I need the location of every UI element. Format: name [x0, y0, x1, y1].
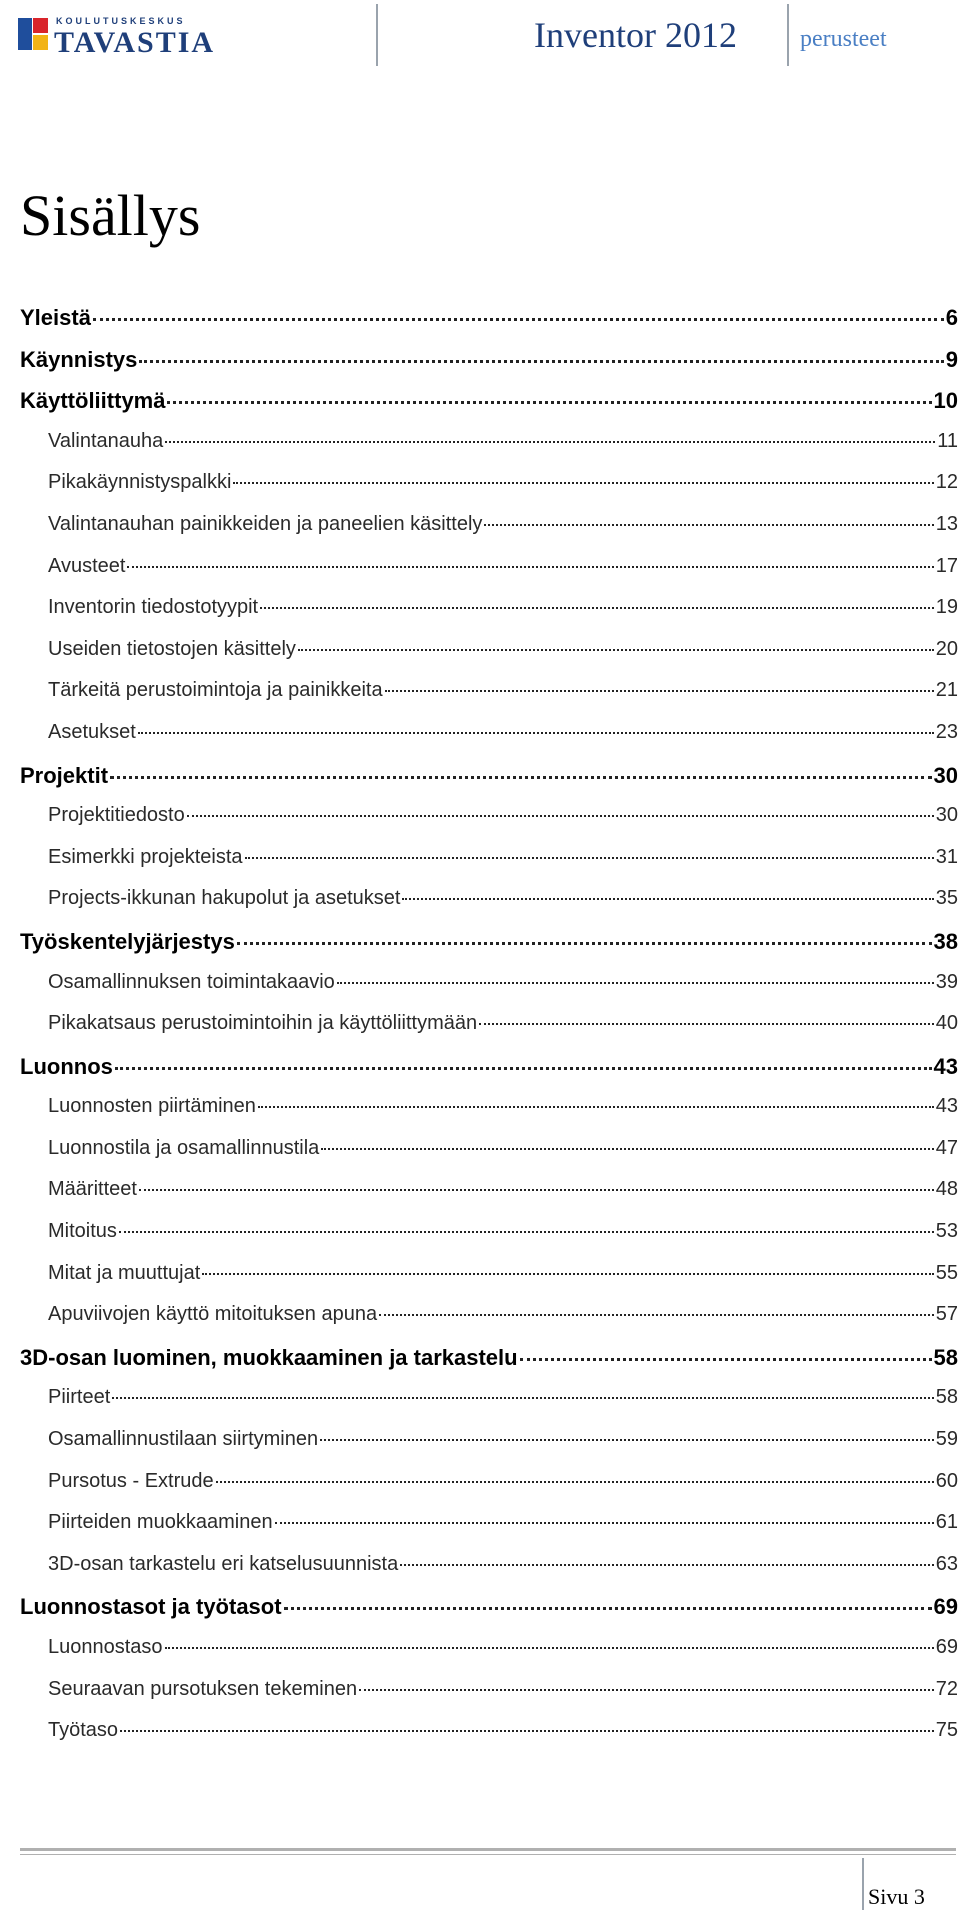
toc-entry-label: Käynnistys	[20, 346, 138, 372]
toc-entry-page: 30	[935, 804, 958, 827]
toc-entry[interactable]	[20, 1054, 958, 1096]
toc-entry-label: Työskentelyjärjestys	[20, 928, 235, 954]
toc-entry[interactable]	[20, 430, 958, 472]
toc-entry[interactable]	[20, 596, 958, 638]
toc-entry-page: 75	[935, 1719, 958, 1742]
toc-entry[interactable]	[20, 471, 958, 513]
logo-big-text: TAVASTIA	[54, 26, 216, 59]
toc-entry-label: Mitat ja muuttujat	[48, 1261, 201, 1284]
toc-entry-label: Työtaso	[48, 1719, 119, 1742]
toc-entry-label: 3D-osan luominen, muokkaaminen ja tarkastelu	[20, 1344, 518, 1370]
toc-entry[interactable]	[20, 929, 958, 971]
toc-entry[interactable]	[20, 1719, 958, 1761]
toc-entry[interactable]	[20, 763, 958, 805]
toc-entry-page: 21	[935, 679, 958, 702]
toc-entry-label: Projects-ikkunan hakupolut ja asetukset	[48, 887, 401, 910]
page-header	[0, 0, 960, 70]
toc-dot-leader	[400, 1564, 934, 1566]
toc-dot-leader	[167, 401, 931, 404]
toc-dot-leader	[119, 1231, 934, 1233]
toc-entry-page: 69	[933, 1594, 958, 1620]
header-subtitle: perusteet	[800, 26, 887, 52]
toc-dot-leader	[385, 690, 934, 692]
toc-entry-page: 40	[935, 1012, 958, 1035]
toc-entry[interactable]	[20, 1345, 958, 1387]
toc-entry-label: Piirteet	[48, 1386, 111, 1409]
toc-entry-page: 58	[933, 1344, 958, 1370]
toc-dot-leader	[258, 1106, 934, 1108]
toc-entry-label: Käyttöliittymä	[20, 388, 166, 414]
toc-dot-leader	[139, 1189, 934, 1191]
footer-rule	[20, 1848, 956, 1851]
toc-entry-label: Luonnostasot ja työtasot	[20, 1594, 282, 1620]
toc-dot-leader	[165, 1647, 934, 1649]
toc-entry-page: 57	[935, 1303, 958, 1326]
toc-entry-page: 9	[945, 346, 958, 372]
toc-dot-leader	[202, 1273, 933, 1275]
toc-entry-label: Pikakatsaus perustoimintoihin ja käyttöliittymään	[48, 1012, 478, 1035]
toc-entry-label: Mitoitus	[48, 1220, 117, 1243]
toc-entry[interactable]	[20, 1636, 958, 1678]
toc-entry[interactable]	[20, 1095, 958, 1137]
toc-dot-leader	[127, 566, 933, 568]
toc-dot-leader	[284, 1607, 932, 1610]
toc-dot-leader	[110, 776, 931, 779]
toc-entry-page: 63	[935, 1552, 958, 1575]
toc-entry-label: Valintanauha	[48, 429, 164, 452]
toc-entry-page: 43	[933, 1053, 958, 1079]
toc-entry-page: 38	[933, 928, 958, 954]
toc-entry-label: Yleistä	[20, 305, 91, 330]
toc-dot-leader	[484, 524, 933, 526]
toc-dot-leader	[139, 360, 943, 363]
toc-entry[interactable]	[20, 846, 958, 888]
toc-entry[interactable]	[20, 1303, 958, 1345]
toc-entry-label: Useiden tietostojen käsittely	[48, 637, 296, 660]
toc-dot-leader	[245, 857, 934, 859]
toc-entry-page: 47	[935, 1136, 958, 1159]
header-divider	[787, 4, 789, 66]
toc-dot-leader	[115, 1067, 932, 1070]
toc-entry-page: 72	[935, 1677, 958, 1700]
toc-entry-label: Valintanauhan painikkeiden ja paneelien käsittely	[48, 512, 483, 535]
toc-entry[interactable]	[20, 388, 958, 430]
toc-entry-page: 17	[935, 554, 958, 577]
toc-entry-page: 53	[935, 1220, 958, 1243]
header-title: Inventor 2012	[534, 15, 737, 55]
toc-dot-leader	[275, 1522, 934, 1524]
toc-entry[interactable]	[20, 971, 958, 1013]
toc-entry[interactable]	[20, 1012, 958, 1054]
toc-entry-page: 61	[935, 1511, 958, 1534]
toc-entry-label: Luonnosten piirtäminen	[48, 1095, 256, 1118]
toc-entry[interactable]	[20, 1428, 958, 1470]
toc-dot-leader	[93, 318, 944, 321]
toc-entry[interactable]	[20, 1178, 958, 1220]
toc-entry-page: 35	[935, 887, 958, 910]
toc-entry[interactable]	[20, 305, 958, 347]
toc-dot-leader	[112, 1397, 934, 1399]
toc-entry[interactable]	[20, 1511, 958, 1553]
toc-dot-leader	[320, 1439, 934, 1441]
table-of-contents	[20, 305, 958, 1761]
toc-entry[interactable]	[20, 1137, 958, 1179]
toc-dot-leader	[260, 607, 934, 609]
toc-entry-page: 11	[937, 429, 958, 452]
toc-entry-label: Määritteet	[48, 1178, 137, 1201]
toc-dot-leader	[138, 732, 934, 734]
toc-entry-label: Luonnostaso	[48, 1636, 163, 1658]
toc-entry-label: Piirteiden muokkaaminen	[48, 1511, 273, 1534]
toc-entry[interactable]	[20, 513, 958, 555]
toc-entry-page: 12	[935, 471, 958, 494]
toc-entry-label: Esimerkki projekteista	[48, 845, 243, 868]
toc-dot-leader	[237, 942, 932, 945]
logo-small-text: KOULUTUSKESKUS	[56, 16, 186, 26]
toc-entry-label: Pikakäynnistyspalkki	[48, 471, 232, 494]
toc-entry-page: 19	[935, 596, 958, 619]
toc-entry[interactable]	[20, 638, 958, 680]
toc-entry-page: 30	[933, 762, 958, 788]
toc-dot-leader	[479, 1023, 934, 1025]
toc-dot-leader	[520, 1358, 932, 1361]
page-number: Sivu 3	[868, 1884, 925, 1909]
toc-entry-label: Projektitiedosto	[48, 804, 185, 827]
toc-entry-label: Seuraavan pursotuksen tekeminen	[48, 1677, 358, 1700]
toc-entry-page: 69	[935, 1636, 958, 1658]
toc-entry-label: Asetukset	[48, 720, 136, 743]
toc-entry-page: 39	[935, 970, 958, 993]
toc-entry[interactable]	[20, 1594, 958, 1636]
toc-entry-page: 43	[935, 1095, 958, 1118]
toc-entry-label: Pursotus - Extrude	[48, 1469, 214, 1492]
toc-dot-leader	[216, 1481, 934, 1483]
toc-entry[interactable]	[20, 1553, 958, 1595]
toc-entry-page: 60	[935, 1469, 958, 1492]
toc-dot-leader	[379, 1314, 934, 1316]
toc-entry-page: 23	[935, 720, 958, 743]
toc-entry-page: 31	[935, 845, 958, 868]
header-divider	[376, 4, 378, 66]
toc-entry[interactable]	[20, 1470, 958, 1512]
toc-entry[interactable]	[20, 679, 958, 721]
toc-entry-label: Luonnostila ja osamallinnustila	[48, 1136, 320, 1159]
toc-entry[interactable]	[20, 1262, 958, 1304]
toc-entry-label: Tärkeitä perustoimintoja ja painikkeita	[48, 679, 383, 702]
toc-dot-leader	[402, 898, 933, 900]
toc-dot-leader	[120, 1730, 934, 1732]
toc-dot-leader	[233, 482, 933, 484]
toc-entry-page: 6	[945, 305, 958, 330]
toc-dot-leader	[359, 1689, 934, 1691]
toc-entry-page: 55	[935, 1261, 958, 1284]
toc-entry-label: 3D-osan tarkastelu eri katselusuunnista	[48, 1552, 399, 1575]
toc-entry-page: 58	[935, 1386, 958, 1409]
toc-entry-page: 10	[933, 388, 958, 414]
toc-entry-page: 20	[935, 637, 958, 660]
logo-mark-icon	[18, 18, 48, 50]
toc-dot-leader	[298, 649, 934, 651]
toc-entry[interactable]	[20, 555, 958, 597]
toc-entry[interactable]	[20, 804, 958, 846]
toc-entry-label: Avusteet	[48, 554, 126, 577]
toc-dot-leader	[165, 441, 935, 443]
toc-entry[interactable]	[20, 1220, 958, 1262]
toc-entry-label: Inventorin tiedostotyypit	[48, 596, 259, 619]
tavastia-logo	[18, 12, 218, 58]
toc-entry-page: 48	[935, 1178, 958, 1201]
toc-entry[interactable]	[20, 1386, 958, 1428]
document-title: Sisällys	[20, 183, 201, 248]
toc-dot-leader	[187, 815, 934, 817]
footer-divider	[862, 1858, 864, 1910]
toc-entry-label: Luonnos	[20, 1053, 113, 1079]
toc-entry[interactable]	[20, 1678, 958, 1720]
toc-entry-label: Osamallinnustilaan siirtyminen	[48, 1428, 319, 1451]
toc-entry[interactable]	[20, 347, 958, 389]
footer-rule-thin	[20, 1854, 956, 1855]
toc-entry[interactable]	[20, 721, 958, 763]
toc-entry-label: Osamallinnuksen toimintakaavio	[48, 970, 335, 993]
toc-dot-leader	[337, 982, 934, 984]
toc-entry-page: 59	[935, 1428, 958, 1451]
toc-dot-leader	[321, 1148, 933, 1150]
toc-entry[interactable]	[20, 887, 958, 929]
toc-entry-label: Projektit	[20, 762, 109, 788]
toc-entry-page: 13	[935, 512, 958, 535]
toc-entry-label: Apuviivojen käyttö mitoituksen apuna	[48, 1303, 378, 1326]
